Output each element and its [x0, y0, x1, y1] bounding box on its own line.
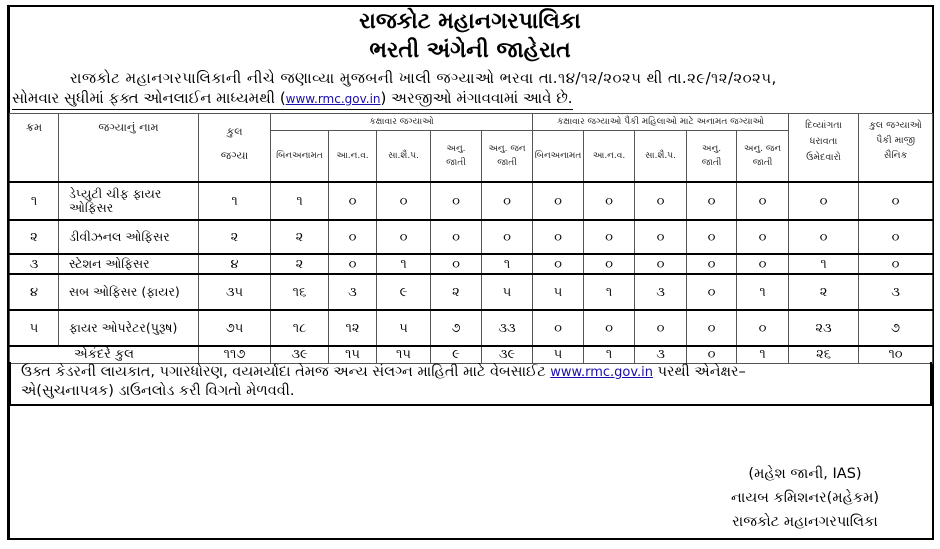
table-row [10, 182, 933, 220]
table-row [10, 274, 933, 310]
cell-cat: ૦ [377, 220, 431, 254]
header-total: કુલ જગ્યા [199, 114, 271, 183]
cell-cat: ૧ [482, 254, 533, 274]
cell-women: ૦ [737, 310, 789, 346]
footnote-text: પરથી એનેક્ષર– [653, 364, 746, 380]
intro-line-2-suffix: ) અરજીઓ મંગાવવામાં આવે છે. [380, 89, 573, 107]
intro-line-2-prefix: સોમવાર સુધીમાં ફક્ત ઓનલાઈન માધ્યમથી ( [12, 89, 286, 107]
cell-cat: ૦ [329, 220, 377, 254]
cell-women: ૫ [533, 274, 584, 310]
cell-cat: ૯ [377, 274, 431, 310]
cell-women: ૩ [635, 274, 687, 310]
cell-cat: ૧૬ [271, 274, 329, 310]
cell-women: ૩ [635, 346, 687, 363]
website-link[interactable]: www.rmc.gov.in [550, 365, 654, 380]
cell-women: ૦ [584, 182, 635, 220]
cell-cat: ૧૫ [377, 346, 431, 363]
cell-cat: ૨ [431, 274, 482, 310]
header-sub-women: અનુ. જન જાતી [737, 131, 789, 183]
cell-cat: ૯ [431, 346, 482, 363]
cell-women: ૧ [737, 274, 789, 310]
cell-serial: ૫ [10, 310, 59, 346]
cell-women: ૦ [687, 346, 737, 363]
cell-women: ૦ [635, 182, 687, 220]
footnote [9, 362, 932, 406]
cell-cat: ૧૮ [271, 310, 329, 346]
cell-women: ૦ [533, 254, 584, 274]
cell-women: ૦ [584, 254, 635, 274]
cell-disabled: ૦ [789, 220, 859, 254]
cell-ex-servicemen: ૦ [859, 182, 933, 220]
cell-women: ૦ [687, 310, 737, 346]
cell-disabled: ૨૬ [789, 346, 859, 363]
cell-disabled: ૨ [789, 274, 859, 310]
cell-cat: ૨ [271, 220, 329, 254]
cell-total: ૭૫ [199, 310, 271, 346]
header-group-women: કક્ષાવાર જગ્યાઓ પૈકી મહિલાઓ માટે અનામત જગ્યાઓ [533, 114, 789, 131]
cell-women: ૦ [687, 274, 737, 310]
cell-women: ૦ [635, 220, 687, 254]
cell-total: ૨ [199, 220, 271, 254]
header-sub-category: સા.શૈ.પ. [377, 131, 431, 183]
table-row [10, 254, 933, 274]
header-sub-category: અનુ. જન જાતી [482, 131, 533, 183]
footnote-line-1 [21, 363, 930, 382]
cell-disabled: ૦ [789, 182, 859, 220]
cell-disabled: ૧ [789, 254, 859, 274]
cell-cat: ૧૫ [329, 346, 377, 363]
cell-cat: ૦ [329, 182, 377, 220]
page-title: ભરતી અંગેની જાહેરાત [369, 38, 571, 63]
intro-paragraph [12, 68, 930, 110]
cell-cat: ૧૨ [329, 310, 377, 346]
footnote-text: ઉક્ત કેડરની લાયકાત, પગારધોરણ, વયમર્યાદા તેમજ અન્ય સંલગ્ન માહિતી માટે વેબસાઈટ [21, 364, 551, 380]
cell-women: ૦ [584, 310, 635, 346]
cell-women: ૦ [687, 182, 737, 220]
header-sub-women: અનુ. જાતી [687, 131, 737, 183]
header-disabled: દિવ્યાંગતા ધરાવતા ઉમેદવારો [789, 114, 859, 183]
cell-cat: ૦ [377, 182, 431, 220]
table-row [10, 220, 933, 254]
header-group-category: કક્ષાવાર જગ્યાઓ [271, 114, 533, 131]
cell-serial: ૨ [10, 220, 59, 254]
cell-cat: ૧ [377, 254, 431, 274]
cell-women: ૧ [584, 274, 635, 310]
cell-grand-total: ૧૧૭ [199, 346, 271, 363]
intro-line-2 [12, 88, 573, 110]
cell-total: ૩૫ [199, 274, 271, 310]
signatory-organization: રાજકોટ મહાનગરપાલિકા [732, 514, 878, 530]
cell-total-label: એકંદરે કુલ [10, 346, 199, 363]
cell-ex-servicemen: ૦ [859, 254, 933, 274]
vacancy-table [9, 113, 933, 364]
cell-serial: ૪ [10, 274, 59, 310]
header-serial: ક્રમ [10, 114, 59, 183]
cell-ex-servicemen: ૦ [859, 220, 933, 254]
cell-cat: ૦ [431, 182, 482, 220]
cell-women: ૦ [687, 220, 737, 254]
cell-cat: ૫ [482, 274, 533, 310]
cell-women: ૦ [687, 254, 737, 274]
cell-cat: ૦ [431, 220, 482, 254]
header-sub-category: આ.ન.વ. [329, 131, 377, 183]
cell-cat: ૫ [377, 310, 431, 346]
header-sub-category: અનુ. જાતી [431, 131, 482, 183]
cell-women: ૦ [737, 182, 789, 220]
intro-line-1: રાજકોટ મહાનગરપાલિકાની નીચે જણાવ્યા મુજબની ખાલી જગ્યાઓ ભરવા તા.૧૪/૧૨/૨૦૨૫ થી તા.૨૯/૧૨/૨૦૨૫, [70, 69, 777, 87]
cell-cat: ૧ [271, 182, 329, 220]
cell-ex-servicemen: ૧૦ [859, 346, 933, 363]
cell-total: ૧ [199, 182, 271, 220]
website-link[interactable]: www.rmc.gov.in [285, 92, 381, 106]
cell-women: ૦ [584, 220, 635, 254]
header-post-name: જગ્યાનું નામ [59, 114, 199, 183]
cell-women: ૫ [533, 346, 584, 363]
header-sub-women: બિનઅનામત [533, 131, 584, 183]
cell-women: ૦ [533, 182, 584, 220]
cell-women: ૦ [635, 254, 687, 274]
header-sub-category: બિનઅનામત [271, 131, 329, 183]
cell-serial: ૧ [10, 182, 59, 220]
cell-total: ૪ [199, 254, 271, 274]
footnote-line-2: એ(સુચનાપત્રક) ડાઉનલોડ કરી વિગતો મેળવવી. [21, 383, 295, 399]
cell-cat: ૦ [329, 254, 377, 274]
cell-ex-servicemen: ૭ [859, 310, 933, 346]
cell-women: ૦ [737, 220, 789, 254]
cell-post-name: ડીવીઝનલ ઓફિસર [59, 220, 199, 254]
cell-cat: ૩૩ [482, 310, 533, 346]
cell-post-name: ફાયર ઓપરેટર(પુરૂષ) [59, 310, 199, 346]
cell-women: ૧ [737, 346, 789, 363]
cell-post-name: સબ ઓફિસર (ફાયર) [59, 274, 199, 310]
header-sub-women: આ.ન.વ. [584, 131, 635, 183]
total-row [10, 346, 933, 363]
signatory-designation: નાયબ કમિશનર(મહેકમ) [730, 490, 880, 506]
cell-women: ૦ [635, 310, 687, 346]
cell-women: ૦ [533, 220, 584, 254]
cell-cat: ૩ [329, 274, 377, 310]
signature-block [680, 462, 930, 534]
cell-serial: ૩ [10, 254, 59, 274]
header-ex-servicemen: કુલ જગ્યાઓ પૈકી માજી સૈનિક [859, 114, 933, 183]
cell-cat: ૦ [431, 254, 482, 274]
cell-women: ૦ [737, 254, 789, 274]
cell-ex-servicemen: ૩ [859, 274, 933, 310]
cell-post-name: સ્ટેશન ઓફિસર [59, 254, 199, 274]
cell-women: ૧ [584, 346, 635, 363]
cell-cat: ૦ [482, 182, 533, 220]
cell-cat: ૩૯ [271, 346, 329, 363]
cell-cat: ૩૯ [482, 346, 533, 363]
cell-post-name: ડેપ્યુટી ચીફ ફાયર ઓફિસર [59, 182, 199, 220]
cell-women: ૦ [533, 310, 584, 346]
header-sub-women: સા.શૈ.પ. [635, 131, 687, 183]
organization-title: રાજકોટ મહાનગરપાલિકા [359, 9, 581, 34]
signatory-name: (મહેશ જાની, IAS) [748, 466, 862, 482]
cell-cat: ૭ [431, 310, 482, 346]
table-row [10, 310, 933, 346]
cell-cat: ૦ [482, 220, 533, 254]
cell-cat: ૨ [271, 254, 329, 274]
cell-disabled: ૨૩ [789, 310, 859, 346]
